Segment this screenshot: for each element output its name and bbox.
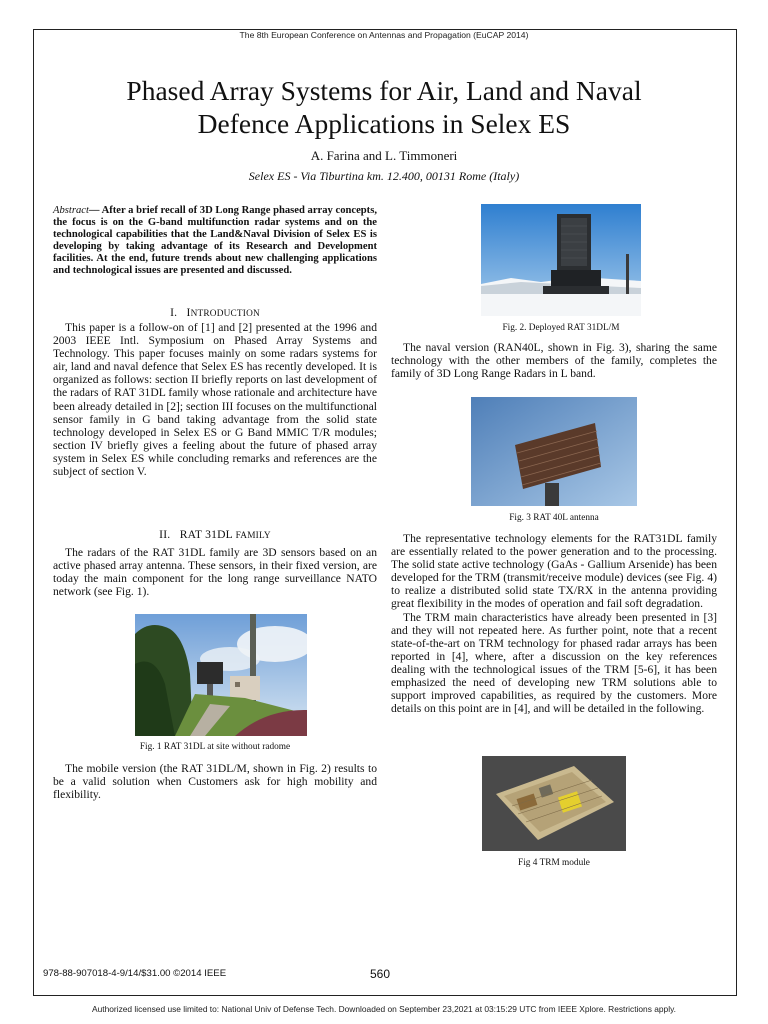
section-title-smallcaps: FAMILY xyxy=(235,531,271,541)
license-notice: Authorized licensed use limited to: National Univ of Defense Tech. Downloaded on September 23,2021 at 03:15:29 UTC from IEEE Xplore. Restrictions apply. xyxy=(92,1004,676,1014)
paragraph: The radars of the RAT 31DL family are 3D sensors based on an active phased array antenna. These sensors, in their fixed version, are today the main component for the long range surveillance NATO network (see Fig. 1). xyxy=(53,546,377,599)
paragraph: The TRM main characteristics have already been presented in [3] and they will not repeated here. As further point, note that a recent state-of-the-art on TRM technology for phased radar arrays has been reported in [4], where, after a discussion on the key references dealing with the technological issues of the TRM [5-6], it has been emphasized the need of developing new TRM solutions able to support improved capabilities, as required by the customers. More details on this point are in [4], and will be detailed in the following. xyxy=(391,610,717,716)
fig4-image xyxy=(482,756,626,851)
abstract-label: Abstract xyxy=(53,205,89,216)
fig2-caption: Fig. 2. Deployed RAT 31DL/M xyxy=(502,323,620,333)
fig3-image xyxy=(471,397,637,506)
fig3-caption: Fig. 3 RAT 40L antenna xyxy=(509,513,599,523)
naval-body xyxy=(391,341,717,380)
paragraph: This paper is a follow-on of [1] and [2] presented at the 1996 and 2003 IEEE Intl. Symposium on Phased Array Systems and Technology. This paper focuses mainly on some radars systems for air, land and naval defence that Selex ES has recently developed. It is organized as follows: section II briefly reports on last development of the radars of RAT 31DL family whose rationale and architecture have been already detailed in [2]; section III focuses on the multifunctional sensor family in G band taking advantage from the solid state technology developed in Selex ES or G Band MMIC T/R modules; section IV briefly gives a feeling about the future of phased array system in Selex ES while concluding remarks and references are the subject of section V. xyxy=(53,321,377,479)
technology-body xyxy=(391,532,717,715)
fig4-photo xyxy=(482,756,626,851)
section-number: I. xyxy=(170,306,178,319)
fig4-caption: Fig 4 TRM module xyxy=(518,858,590,868)
fig2-photo xyxy=(481,204,641,316)
rat31dl-mobile-body xyxy=(53,762,377,801)
title-line-2: Defence Applications in Selex ES xyxy=(197,108,571,139)
section-title-smallcaps: NTRODUCTION xyxy=(190,309,260,319)
section-title: RAT 31DL xyxy=(179,528,233,541)
paragraph: The mobile version (the RAT 31DL/M, shown in Fig. 2) results to be a valid solution when Customers ask for high mobility and flexibility. xyxy=(53,762,377,802)
affiliation: Selex ES - Via Tiburtina km. 12.400, 00131 Rome (Italy) xyxy=(248,169,520,183)
fig1-image xyxy=(135,614,307,736)
abstract-text: After a brief recall of 3D Long Range phased array concepts, the focus is on the G-band multifunction radar systems and on the technological capabilities that the Land&Naval Division of Selex ES is developing by taking advantage of its Research and Development facilities. At the end, future trends about new challenging applications and technological issues are presented and discussed. xyxy=(53,205,377,276)
paragraph: The naval version (RAN40L, shown in Fig. 3), sharing the same technology with the other members of the family, completes the family of 3D Long Range Radars in L band. xyxy=(391,341,717,381)
rat31dl-body xyxy=(53,546,377,598)
paragraph: The representative technology elements for the RAT31DL family are essentially related to the power generation and to the processing. The solid state active technology (GaAs - Gallium Arsenide) has been developed for the TRM (transmit/receive module) devices (see Fig. 4) to realize a distributed solid state TX/RX in the antenna providing great flexibility in the modes of operation and fail soft degradation. xyxy=(391,532,717,611)
abstract-dash: — xyxy=(88,205,100,216)
section-title-initial: I xyxy=(186,306,191,319)
authors: A. Farina and L. Timmoneri xyxy=(310,148,458,163)
conference-header: The 8th European Conference on Antennas and Propagation (EuCAP 2014) xyxy=(239,30,529,40)
fig3-photo xyxy=(471,397,637,506)
section-heading-introduction xyxy=(53,306,377,319)
paper-title xyxy=(60,74,708,140)
intro-body xyxy=(53,321,377,478)
abstract xyxy=(53,205,377,277)
fig2-image xyxy=(481,204,641,316)
page-number: 560 xyxy=(370,967,391,981)
footer-isbn: 978-88-907018-4-9/14/$31.00 ©2014 IEEE xyxy=(43,968,227,979)
fig1-caption: Fig. 1 RAT 31DL at site without radome xyxy=(139,742,291,752)
section-heading-rat31dl xyxy=(53,528,377,541)
title-line-1: Phased Array Systems for Air, Land and Naval xyxy=(126,75,642,106)
section-number: II. xyxy=(159,528,171,541)
fig1-photo xyxy=(135,614,307,736)
